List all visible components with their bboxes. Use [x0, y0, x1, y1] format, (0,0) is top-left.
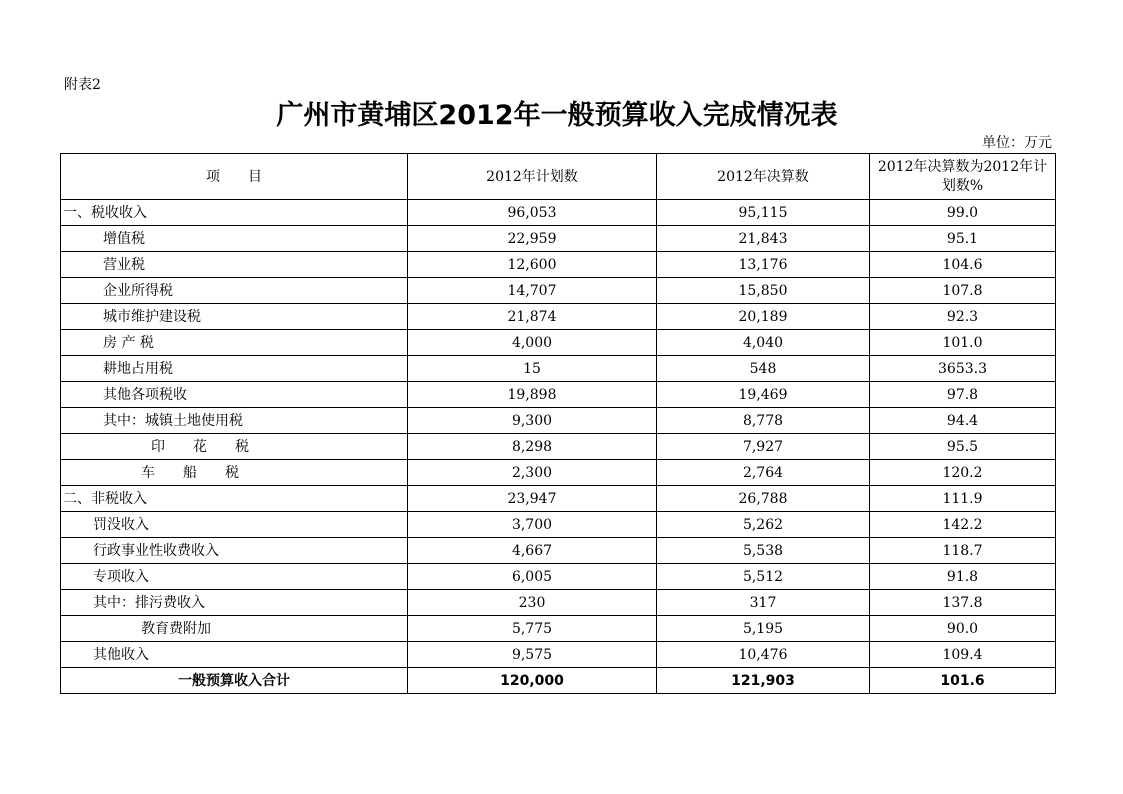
header-actual: 2012年决算数	[657, 154, 870, 200]
table-row	[61, 564, 1056, 590]
row-actual: 5,262	[657, 512, 870, 538]
row-item: 车 船 税	[61, 460, 408, 486]
total-plan: 120,000	[408, 668, 657, 694]
row-item: 二、非税收入	[61, 486, 408, 512]
table-row	[61, 460, 1056, 486]
row-actual: 548	[657, 356, 870, 382]
row-actual: 19,469	[657, 382, 870, 408]
table-row	[61, 434, 1056, 460]
attachment-label: 附表2	[64, 77, 101, 93]
row-plan: 23,947	[408, 486, 657, 512]
unit-label: 单位：万元	[982, 135, 1052, 151]
table-row	[61, 642, 1056, 668]
row-item: 教育费附加	[61, 616, 408, 642]
table-row	[61, 538, 1056, 564]
row-ratio: 107.8	[870, 278, 1056, 304]
table-row	[61, 252, 1056, 278]
row-actual: 95,115	[657, 200, 870, 226]
row-actual: 21,843	[657, 226, 870, 252]
row-item: 房 产 税	[61, 330, 408, 356]
row-item: 其他各项税收	[61, 382, 408, 408]
table-row	[61, 616, 1056, 642]
row-plan: 3,700	[408, 512, 657, 538]
row-actual: 4,040	[657, 330, 870, 356]
row-plan: 4,667	[408, 538, 657, 564]
row-ratio: 95.1	[870, 226, 1056, 252]
row-ratio: 95.5	[870, 434, 1056, 460]
header-item: 项 目	[61, 154, 408, 200]
row-actual: 15,850	[657, 278, 870, 304]
row-actual: 13,176	[657, 252, 870, 278]
row-ratio: 97.8	[870, 382, 1056, 408]
row-actual: 7,927	[657, 434, 870, 460]
row-item: 其他收入	[61, 642, 408, 668]
row-plan: 9,575	[408, 642, 657, 668]
row-actual: 8,778	[657, 408, 870, 434]
header-ratio: 2012年决算数为2012年计划数%	[870, 154, 1056, 200]
row-plan: 6,005	[408, 564, 657, 590]
table-row	[61, 200, 1056, 226]
row-item: 罚没收入	[61, 512, 408, 538]
row-plan: 230	[408, 590, 657, 616]
row-item: 其中：城镇土地使用税	[61, 408, 408, 434]
table-row	[61, 512, 1056, 538]
table-row	[61, 486, 1056, 512]
total-actual: 121,903	[657, 668, 870, 694]
row-item: 企业所得税	[61, 278, 408, 304]
table-row	[61, 278, 1056, 304]
row-plan: 2,300	[408, 460, 657, 486]
budget-revenue-table	[60, 153, 1056, 694]
row-actual: 26,788	[657, 486, 870, 512]
page-title: 广州市黄埔区2012年一般预算收入完成情况表	[276, 100, 838, 131]
table-header-row	[61, 154, 1056, 200]
row-ratio: 90.0	[870, 616, 1056, 642]
row-plan: 5,775	[408, 616, 657, 642]
row-item: 行政事业性收费收入	[61, 538, 408, 564]
row-plan: 21,874	[408, 304, 657, 330]
row-plan: 14,707	[408, 278, 657, 304]
header-plan: 2012年计划数	[408, 154, 657, 200]
row-plan: 22,959	[408, 226, 657, 252]
row-actual: 20,189	[657, 304, 870, 330]
row-item: 其中：排污费收入	[61, 590, 408, 616]
row-actual: 5,538	[657, 538, 870, 564]
table-row	[61, 330, 1056, 356]
row-item: 营业税	[61, 252, 408, 278]
total-ratio: 101.6	[870, 668, 1056, 694]
row-actual: 2,764	[657, 460, 870, 486]
row-ratio: 94.4	[870, 408, 1056, 434]
row-item: 增值税	[61, 226, 408, 252]
row-ratio: 109.4	[870, 642, 1056, 668]
row-ratio: 104.6	[870, 252, 1056, 278]
row-ratio: 137.8	[870, 590, 1056, 616]
row-actual: 10,476	[657, 642, 870, 668]
row-plan: 19,898	[408, 382, 657, 408]
row-ratio: 101.0	[870, 330, 1056, 356]
total-row	[61, 668, 1056, 694]
row-ratio: 120.2	[870, 460, 1056, 486]
table-row	[61, 356, 1056, 382]
total-item: 一般预算收入合计	[61, 668, 408, 694]
row-plan: 96,053	[408, 200, 657, 226]
row-plan: 9,300	[408, 408, 657, 434]
row-actual: 5,512	[657, 564, 870, 590]
row-ratio: 99.0	[870, 200, 1056, 226]
row-ratio: 111.9	[870, 486, 1056, 512]
table-row	[61, 226, 1056, 252]
table-row	[61, 382, 1056, 408]
row-plan: 4,000	[408, 330, 657, 356]
row-ratio: 92.3	[870, 304, 1056, 330]
row-item: 印 花 税	[61, 434, 408, 460]
row-plan: 15	[408, 356, 657, 382]
table-row	[61, 590, 1056, 616]
row-actual: 317	[657, 590, 870, 616]
table-row	[61, 304, 1056, 330]
table-row	[61, 408, 1056, 434]
row-item: 城市维护建设税	[61, 304, 408, 330]
row-item: 一、税收收入	[61, 200, 408, 226]
row-ratio: 118.7	[870, 538, 1056, 564]
row-plan: 8,298	[408, 434, 657, 460]
row-ratio: 142.2	[870, 512, 1056, 538]
row-item: 专项收入	[61, 564, 408, 590]
row-ratio: 91.8	[870, 564, 1056, 590]
row-item: 耕地占用税	[61, 356, 408, 382]
row-actual: 5,195	[657, 616, 870, 642]
row-plan: 12,600	[408, 252, 657, 278]
row-ratio: 3653.3	[870, 356, 1056, 382]
